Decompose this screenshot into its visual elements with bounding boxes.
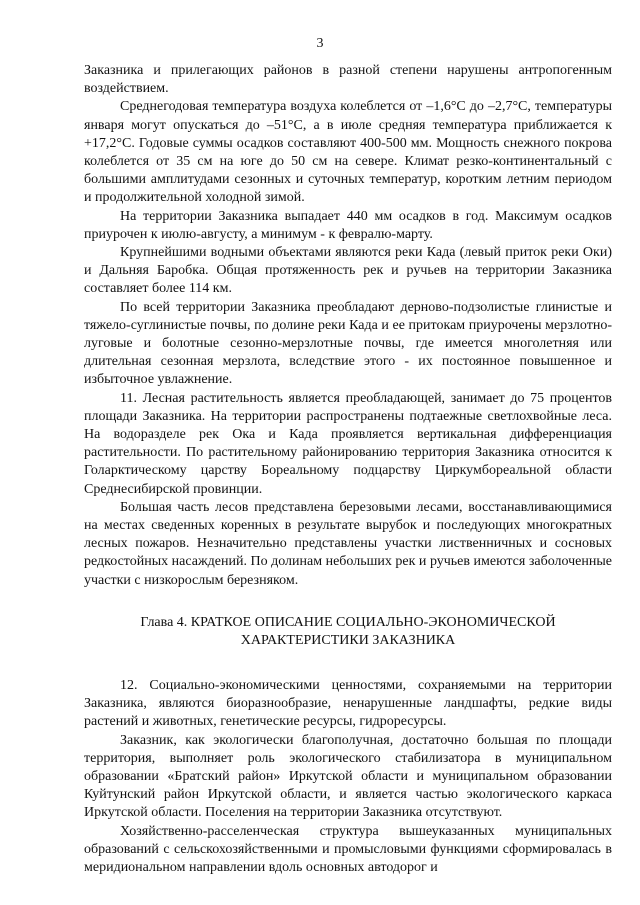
paragraph: Большая часть лесов представлена березовыми лесами, восстанавливающимися на местах сведенных коренных в результате вырубок и последующих многократных лесных пожаров. Незначительно представлены участки лиственничных и сосновых редкостойных насаждений. По долинам небольших рек и ручьев имеются заболоченные участки с низкорослым березняком. <box>84 499 612 588</box>
chapter-heading-line-2: ХАРАКТЕРИСТИКИ ЗАКАЗНИКА <box>240 633 456 649</box>
paragraph: Хозяйственно-расселенческая структура вышеуказанных муниципальных образований с сельскохозяйственными и промысловыми функциями сформировалась в меридиональном направлении вдоль основных автодорог и <box>84 823 612 875</box>
chapter-heading-line-1: Глава 4. КРАТКОЕ ОПИСАНИЕ СОЦИАЛЬНО-ЭКОНОМИЧЕСКОЙ <box>140 614 556 630</box>
paragraph: 11. Лесная растительность является преобладающей, занимает до 75 процентов площади Заказника. На территории распространены подтаежные светлохвойные леса. На водоразделе рек Ока и Када проявляется вертикальная дифференциация растительности. По растительному районированию территория Заказника относится к Голарктическому царству Бореальному подцарству Циркумбореальной области Среднесибирской провинции. <box>84 390 612 497</box>
paragraph: 12. Социально-экономическими ценностями, сохраняемыми на территории Заказника, являются биоразнообразие, ненарушенные ландшафты, редкие виды растений и животных, генетические ресурсы, гидроресурсы. <box>84 677 612 730</box>
paragraph: Заказника и прилегающих районов в разной степени нарушены антропогенным воздействием. <box>84 63 612 97</box>
paragraph: Заказник, как экологически благополучная, достаточно большая по площади территория, выполняет роль экологического стабилизатора в муниципальном образовании «Братский район» Иркутской области и муниципальном образовании Куйтунский район Иркутской области, и является частью экологического каркаса Иркутской области. Поселения на территории Заказника отсутствуют. <box>84 732 612 821</box>
document-body <box>84 62 612 877</box>
chapter-heading <box>84 614 612 651</box>
paragraph: Среднегодовая температура воздуха колеблется от –1,6°С до –2,7°С, температуры января могут опускаться до –51°С, а в июле средняя температура приближается к +17,2°С. Годовые суммы осадков составляют 400-500 мм. Мощность снежного покрова колеблется от 35 см на юге до 50 см на севере. Климат резко-континентальный с большими амплитудами сезонных и суточных температур, коротким летним периодом и продолжительной холодной зимой. <box>84 99 612 206</box>
paragraph: По всей территории Заказника преобладают дерново-подзолистые глинистые и тяжело-суглинистые почвы, по долине реки Када и ее притокам приурочены мерзлотно-луговые и болотные сезонно-мерзлотные почвы, где имеется многолетняя или длительная сезонная мерзлота, вследствие этого - их постоянное повышенное и избыточное увлажнение. <box>84 299 612 388</box>
paragraph: На территории Заказника выпадает 440 мм осадков в год. Максимум осадков приурочен к июлю-августу, а минимум - к февралю-марту. <box>84 208 612 242</box>
page-number: 3 <box>316 36 324 51</box>
paragraph: Крупнейшими водными объектами являются реки Када (левый приток реки Оки) и Дальняя Баробка. Общая протяженность рек и ручьев на территории Заказника составляет более 114 км. <box>84 245 612 297</box>
